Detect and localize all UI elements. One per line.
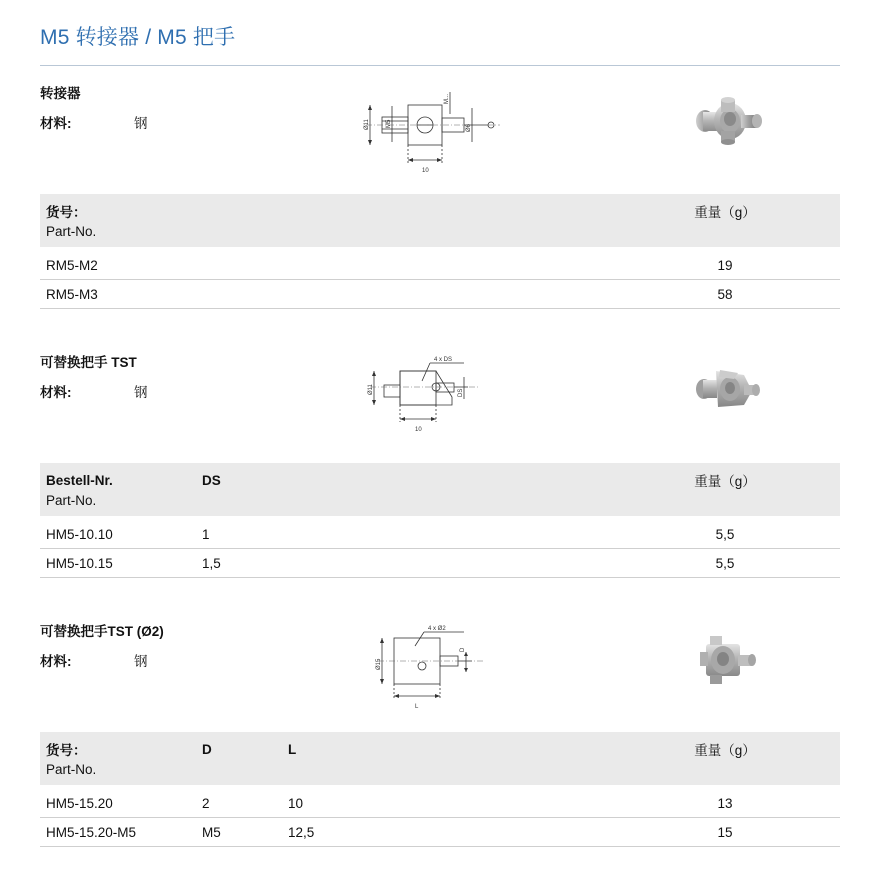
photo-column bbox=[620, 84, 840, 158]
drawing-label: 10 bbox=[415, 427, 422, 434]
section-handle-tst bbox=[40, 335, 840, 578]
drawing-label: 10 bbox=[422, 168, 429, 175]
material-label: 材料: bbox=[40, 654, 72, 670]
product-block bbox=[40, 66, 840, 180]
cell-spacer bbox=[378, 818, 604, 847]
page-header bbox=[0, 0, 880, 51]
cell-weight: 5,5 bbox=[604, 549, 840, 578]
material-label: 材料: bbox=[40, 116, 72, 132]
header-weight: 重量（g） bbox=[694, 205, 756, 221]
cell-part-no: HM5-15.20 bbox=[40, 785, 196, 818]
page-title: M5 转接器 / M5 把手 bbox=[40, 26, 236, 49]
drawing-label: Ø11 bbox=[368, 384, 374, 396]
cell-spacer bbox=[378, 785, 604, 818]
drawing-label: Ø11 bbox=[364, 119, 370, 131]
spec-column bbox=[40, 622, 290, 670]
header-weight: 重量（g） bbox=[694, 474, 756, 490]
cell-part-no: HM5-15.20-M5 bbox=[40, 818, 196, 847]
table-body bbox=[40, 785, 840, 847]
cell-weight: 15 bbox=[604, 818, 840, 847]
cell-l: 12,5 bbox=[282, 818, 378, 847]
cell-spacer bbox=[282, 516, 604, 549]
header-part-no-sub: Part-No. bbox=[46, 493, 97, 509]
header-part-no-sub: Part-No. bbox=[46, 762, 97, 778]
header-spacer-sub bbox=[282, 493, 604, 516]
spec-column bbox=[40, 353, 290, 401]
drawing-label: Ø15 bbox=[376, 658, 382, 671]
section-handle-tst-o2 bbox=[40, 604, 840, 847]
cell-ds: 1 bbox=[196, 516, 282, 549]
header-spacer-sub bbox=[196, 224, 604, 247]
photo-column bbox=[620, 353, 840, 423]
product-title: 可替换把手TST (Ø2) bbox=[40, 624, 164, 640]
table-header-row-sub bbox=[40, 493, 840, 516]
cell-part-no: HM5-10.10 bbox=[40, 516, 196, 549]
table-row bbox=[40, 818, 840, 847]
cell-weight: 58 bbox=[604, 280, 840, 309]
parts-table-handle-tst bbox=[40, 463, 840, 578]
drawing-label: L bbox=[415, 704, 419, 711]
header-spacer bbox=[378, 732, 604, 762]
table-head bbox=[40, 194, 840, 247]
header-d-sub bbox=[196, 762, 282, 785]
cell-part-no: HM5-10.15 bbox=[40, 549, 196, 578]
drawing-column bbox=[290, 353, 620, 439]
header-d: D bbox=[202, 741, 212, 757]
header-spacer-sub bbox=[378, 762, 604, 785]
drawing-label: D bbox=[460, 647, 466, 653]
table-head bbox=[40, 463, 840, 516]
table-body bbox=[40, 516, 840, 578]
cell-weight: 5,5 bbox=[604, 516, 840, 549]
product-block bbox=[40, 335, 840, 449]
cell-part-no: RM5-M2 bbox=[40, 247, 196, 280]
cell-l: 10 bbox=[282, 785, 378, 818]
material-row bbox=[40, 381, 290, 401]
material-row bbox=[40, 650, 290, 670]
drawing-label: 4 x DS bbox=[434, 357, 453, 364]
table-header-row-top bbox=[40, 194, 840, 224]
header-spacer bbox=[282, 463, 604, 493]
table-head bbox=[40, 732, 840, 785]
section-spacer bbox=[0, 309, 880, 335]
table-header-row-top bbox=[40, 732, 840, 762]
drawing-label: M... bbox=[444, 94, 450, 105]
header-weight: 重量（g） bbox=[694, 743, 756, 759]
parts-table-adapter bbox=[40, 194, 840, 309]
technical-drawing-handle-o2 bbox=[360, 622, 550, 712]
product-photo-handle-o2 bbox=[686, 626, 774, 692]
header-l-sub bbox=[282, 762, 378, 785]
photo-column bbox=[620, 622, 840, 692]
technical-drawing-handle-tst bbox=[360, 353, 550, 439]
cell-weight: 19 bbox=[604, 247, 840, 280]
material-value: 钢 bbox=[134, 654, 148, 670]
product-title: 转接器 bbox=[40, 86, 81, 102]
header-weight-sub bbox=[604, 493, 840, 516]
header-part-no: 货号： bbox=[46, 743, 87, 759]
table-header-row-sub bbox=[40, 762, 840, 785]
header-spacer bbox=[196, 194, 604, 224]
section-adapter bbox=[40, 66, 840, 309]
table-header-row-top bbox=[40, 463, 840, 493]
section-spacer bbox=[0, 578, 880, 604]
material-value: 钢 bbox=[134, 385, 148, 401]
table-header-row-sub bbox=[40, 224, 840, 247]
cell-part-no: RM5-M3 bbox=[40, 280, 196, 309]
drawing-label: 4 x Ø2 bbox=[428, 626, 446, 633]
drawing-column bbox=[290, 622, 620, 712]
product-block bbox=[40, 604, 840, 718]
cell-spacer bbox=[282, 549, 604, 578]
drawing-label: DS bbox=[458, 388, 464, 398]
product-photo-handle-tst bbox=[686, 357, 774, 423]
table-body bbox=[40, 247, 840, 309]
header-weight-sub bbox=[604, 224, 840, 247]
table-row bbox=[40, 516, 840, 549]
cell-weight: 13 bbox=[604, 785, 840, 818]
header-part-no-sub: Part-No. bbox=[46, 224, 97, 240]
cell-ds: 1,5 bbox=[196, 549, 282, 578]
drawing-column bbox=[290, 84, 620, 180]
header-ds-sub bbox=[196, 493, 282, 516]
drawing-label: Ø6 bbox=[466, 124, 472, 133]
material-label: 材料: bbox=[40, 385, 72, 401]
table-row bbox=[40, 785, 840, 818]
header-l: L bbox=[288, 741, 297, 757]
material-value: 钢 bbox=[134, 116, 148, 132]
drawing-label: M5 bbox=[386, 119, 392, 129]
table-row bbox=[40, 247, 840, 280]
product-photo-adapter bbox=[685, 88, 775, 158]
header-part-no: 货号： bbox=[46, 205, 87, 221]
technical-drawing-adapter bbox=[360, 84, 550, 180]
table-row bbox=[40, 549, 840, 578]
cell-spacer bbox=[196, 280, 604, 309]
table-row bbox=[40, 280, 840, 309]
product-title: 可替换把手 TST bbox=[40, 355, 137, 371]
cell-d: M5 bbox=[196, 818, 282, 847]
header-ds: DS bbox=[202, 472, 221, 488]
material-row bbox=[40, 112, 290, 132]
header-weight-sub bbox=[604, 762, 840, 785]
cell-spacer bbox=[196, 247, 604, 280]
header-part-no: Bestell-Nr. bbox=[46, 472, 113, 488]
cell-d: 2 bbox=[196, 785, 282, 818]
parts-table-handle-o2 bbox=[40, 732, 840, 847]
spec-column bbox=[40, 84, 290, 132]
